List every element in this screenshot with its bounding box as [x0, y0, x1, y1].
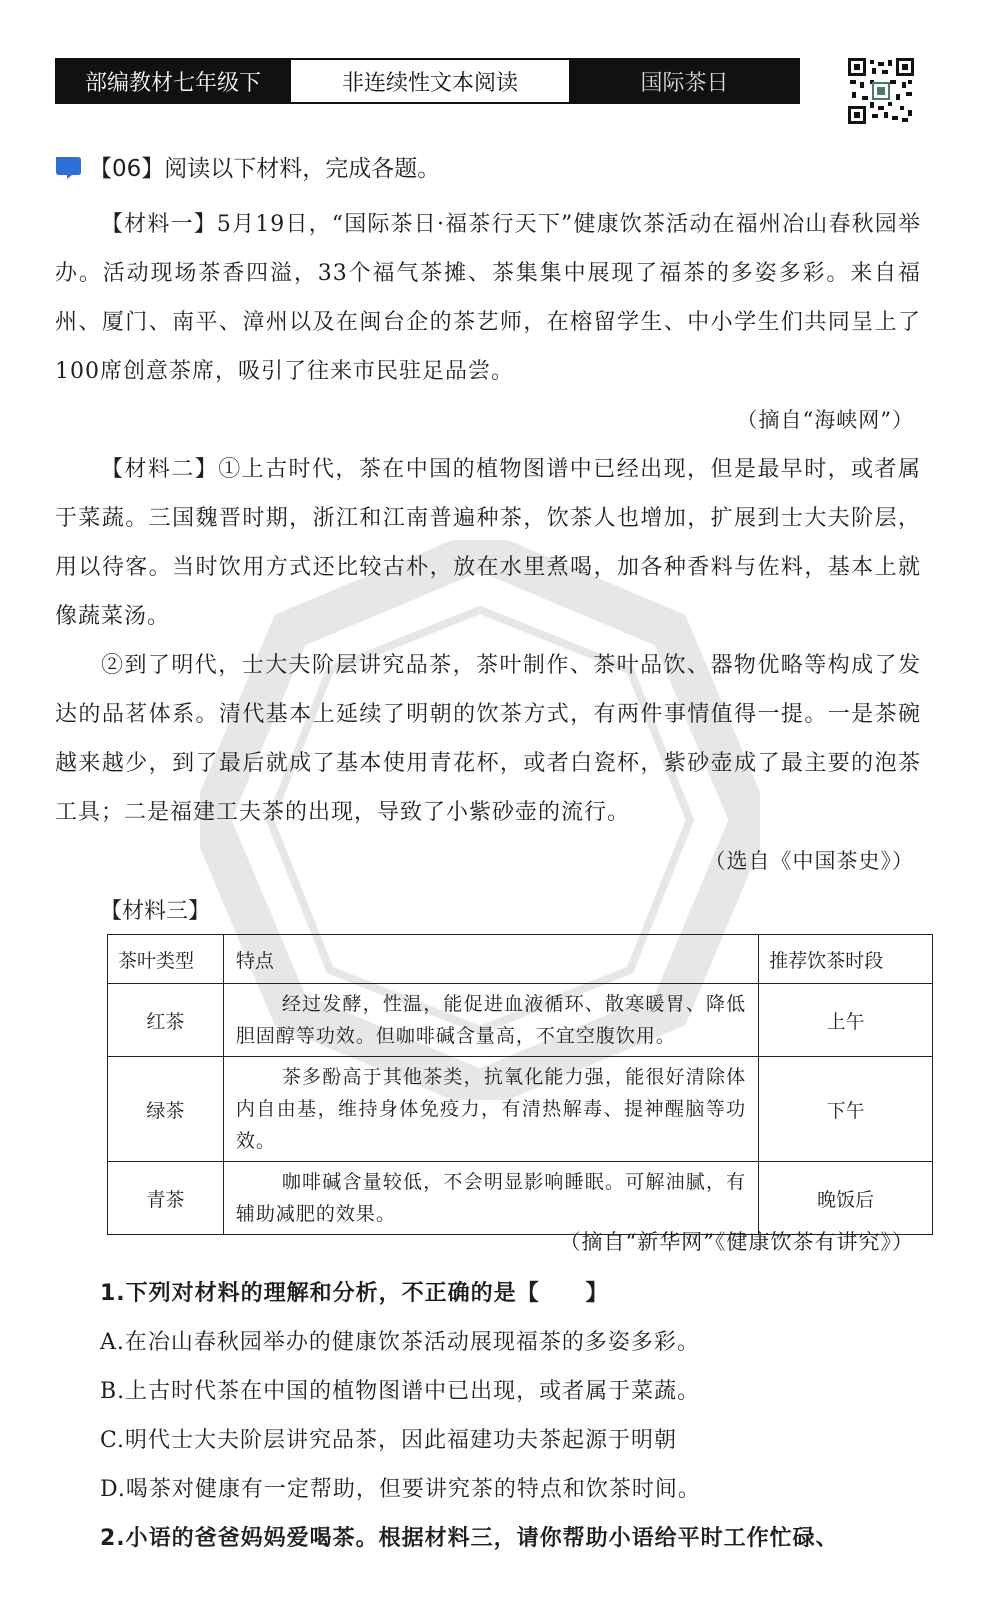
header-topic: 非连续性文本阅读 — [289, 60, 571, 102]
tea-time-cell: 晚饭后 — [759, 1162, 933, 1235]
header-lesson: 国际茶日 — [571, 60, 798, 102]
tea-table — [107, 934, 933, 1235]
table-row — [108, 1162, 933, 1235]
tea-time-cell: 下午 — [759, 1057, 933, 1162]
material2-source: （选自《中国茶史》） — [704, 849, 914, 873]
material2-text1: ①上古时代，茶在中国的植物图谱中已经出现，但是最早时，或者属于菜蔬。三国魏晋时期，浙江和江南普遍种茶，饮茶人也增加，扩展到士大夫阶层，用以待客。当时饮用方式还比较古朴，放在水里煮喝，加各种香料与佐料，基本上就像蔬菜汤。 — [55, 457, 921, 629]
bookmark-icon — [55, 155, 83, 179]
header-bar — [55, 58, 800, 104]
question1-option-d[interactable]: D.喝茶对健康有一定帮助，但要讲究茶的特点和饮茶时间。 — [100, 1477, 701, 1502]
material1-label: 【材料一】 — [101, 212, 217, 237]
question1-option-a[interactable]: A.在冶山春秋园举办的健康饮茶活动展现福茶的多姿多彩。 — [100, 1330, 700, 1355]
header-textbook: 部编教材七年级下 — [57, 60, 289, 102]
question-intro — [55, 150, 440, 183]
material3-label: 【材料三】 — [100, 899, 211, 924]
material1-source: （摘自“海峡网”） — [736, 408, 914, 432]
table-header-row — [108, 935, 933, 984]
qr-code-icon[interactable] — [848, 58, 914, 124]
material1-paragraph — [55, 200, 921, 396]
material3-source: （摘自“新华网”《健康饮茶有讲究》） — [559, 1230, 914, 1254]
header-recommended-time: 推荐饮茶时段 — [759, 935, 933, 984]
tea-desc-cell: 经过发酵，性温，能促进血液循环、散寒暖胃、降低胆固醇等功效。但咖啡碱含量高，不宜空腹饮用。 — [223, 984, 758, 1057]
tea-type-cell: 红茶 — [108, 984, 224, 1057]
tea-type-cell: 青茶 — [108, 1162, 224, 1235]
tea-type-cell: 绿茶 — [108, 1057, 224, 1162]
header-features: 特点 — [223, 935, 758, 984]
material1-text: 5月19日，“国际茶日·福茶行天下”健康饮茶活动在福州冶山春秋园举办。活动现场茶香四溢，33个福气茶摊、茶集集中展现了福茶的多姿多彩。来自福州、厦门、南平、漳州以及在闽台企的茶艺师，在榕留学生、中小学生们共同呈上了100席创意茶席，吸引了往来市民驻足品尝。 — [55, 212, 921, 384]
table-row — [108, 1057, 933, 1162]
table-row — [108, 984, 933, 1057]
material2-label: 【材料二】 — [101, 457, 219, 482]
question1-option-b[interactable]: B.上古时代茶在中国的植物图谱中已出现，或者属于菜蔬。 — [100, 1379, 701, 1404]
question1-option-c[interactable]: C.明代士大夫阶层讲究品茶，因此福建功夫茶起源于明朝 — [100, 1428, 678, 1453]
question1-stem: 1.下列对材料的理解和分析，不正确的是【 】 — [100, 1281, 609, 1306]
question-intro-text: 【06】阅读以下材料，完成各题。 — [89, 156, 441, 182]
tea-time-cell: 上午 — [759, 984, 933, 1057]
question2-stem: 2.小语的爸爸妈妈爱喝茶。根据材料三，请你帮助小语给平时工作忙碌、 — [100, 1526, 839, 1551]
material2-paragraph2: ②到了明代，士大夫阶层讲究品茶，茶叶制作、茶叶品饮、器物优略等构成了发达的品茗体系。清代基本上延续了明朝的饮茶方式，有两件事情值得一提。一是茶碗越来越少，到了最后就成了基本使用青花杯，或者白瓷杯，紫砂壶成了最主要的泡茶工具；二是福建工夫茶的出现，导致了小紫砂壶的流行。 — [55, 653, 921, 825]
material2-paragraph1 — [55, 445, 921, 641]
header-tea-type: 茶叶类型 — [108, 935, 224, 984]
tea-desc-cell: 茶多酚高于其他茶类，抗氧化能力强，能很好清除体内自由基，维持身体免疫力，有清热解毒、提神醒脑等功效。 — [223, 1057, 758, 1162]
tea-desc-cell: 咖啡碱含量较低，不会明显影响睡眠。可解油腻，有辅助减肥的效果。 — [223, 1162, 758, 1235]
